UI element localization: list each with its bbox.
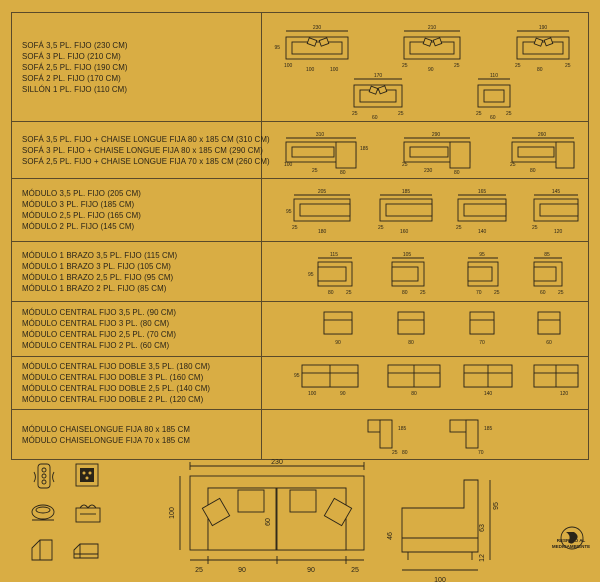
svg-text:80: 80 xyxy=(537,67,543,73)
svg-text:145: 145 xyxy=(551,189,561,195)
svg-text:25: 25 xyxy=(558,290,564,296)
svg-text:25: 25 xyxy=(506,111,512,117)
chaise-310 xyxy=(284,132,369,176)
svg-text:95: 95 xyxy=(308,272,314,278)
svg-text:80: 80 xyxy=(411,391,417,397)
svg-text:25: 25 xyxy=(565,63,571,69)
svg-text:25: 25 xyxy=(402,162,408,168)
svg-text:25: 25 xyxy=(402,63,408,69)
label-line: SILLÓN 1 PL. FIJO (110 CM) xyxy=(22,83,128,94)
svg-text:160: 160 xyxy=(400,229,409,235)
svg-text:120: 120 xyxy=(559,391,569,397)
svg-text:25: 25 xyxy=(195,567,203,574)
central-drawings xyxy=(262,302,588,356)
svg-text:25: 25 xyxy=(510,162,516,168)
modulo-drawings xyxy=(262,179,588,241)
row-label xyxy=(12,242,262,301)
label-line: MÓDULO CHAISELONGUE FIJA 70 x 185 CM xyxy=(22,435,191,445)
sillon-110 xyxy=(476,73,512,121)
label-line: MÓDULO CENTRAL FIJO DOBLE 2 PL. (120 CM) xyxy=(22,394,204,404)
brazo-115 xyxy=(308,252,352,296)
label-line: MÓDULO 1 BRAZO 2 PL. FIJO (85 CM) xyxy=(22,282,167,293)
row-central xyxy=(12,301,588,356)
svg-text:95: 95 xyxy=(294,373,300,379)
svg-text:120: 120 xyxy=(554,229,563,235)
row-chaiselongue xyxy=(12,409,588,460)
svg-text:80: 80 xyxy=(340,170,346,176)
doble-140 xyxy=(464,365,512,397)
svg-text:185: 185 xyxy=(401,189,411,195)
svg-text:90: 90 xyxy=(340,391,346,397)
dimensions-table xyxy=(11,12,589,460)
modulo-205 xyxy=(286,189,350,235)
svg-text:95: 95 xyxy=(286,209,292,215)
label-line: SOFÁ 2 PL. FIJO (170 CM) xyxy=(22,72,121,83)
doble-drawings xyxy=(262,357,588,409)
bottom-svg xyxy=(0,460,600,582)
row-label xyxy=(12,13,262,121)
doble-120 xyxy=(534,365,578,397)
armrest-icon xyxy=(32,540,52,560)
svg-text:110: 110 xyxy=(490,73,498,79)
modulo-145 xyxy=(532,189,578,235)
label-line: SOFÁ 3,5 PL. FIJO (230 CM) xyxy=(22,39,128,50)
brazo-drawing-svg xyxy=(262,242,588,302)
svg-text:90: 90 xyxy=(238,567,246,574)
doble-160 xyxy=(388,365,440,397)
svg-text:25: 25 xyxy=(454,63,460,69)
svg-text:100: 100 xyxy=(284,63,293,69)
svg-text:100: 100 xyxy=(169,507,176,519)
label-line: MÓDULO 2 PL. FIJO (145 CM) xyxy=(22,221,135,231)
label-line: MÓDULO CENTRAL FIJO 2,5 PL. (70 CM) xyxy=(22,329,177,339)
fabric-icon xyxy=(76,464,98,486)
svg-text:60: 60 xyxy=(265,518,272,526)
svg-text:95: 95 xyxy=(493,502,500,510)
svg-text:25: 25 xyxy=(346,290,352,296)
svg-text:80: 80 xyxy=(530,168,536,174)
row-modulo-brazo xyxy=(12,241,588,301)
svg-text:25: 25 xyxy=(515,63,521,69)
sofa-230 xyxy=(274,25,348,73)
svg-text:205: 205 xyxy=(317,189,327,195)
svg-text:100: 100 xyxy=(284,162,293,168)
label-line: MÓDULO CHAISELONGUE FIJA 80 x 185 CM xyxy=(22,424,191,434)
svg-text:60: 60 xyxy=(546,340,552,346)
sofa-190 xyxy=(515,25,571,73)
svg-text:105: 105 xyxy=(402,252,412,258)
central-80 xyxy=(398,312,424,346)
svg-text:100: 100 xyxy=(434,577,446,582)
label-line: MÓDULO 3 PL. FIJO (185 CM) xyxy=(22,199,135,209)
svg-text:100: 100 xyxy=(308,391,317,397)
svg-text:25: 25 xyxy=(292,225,298,231)
svg-text:80: 80 xyxy=(408,340,414,346)
svg-text:260: 260 xyxy=(537,132,547,138)
svg-text:95: 95 xyxy=(479,252,485,258)
brazo-drawings xyxy=(262,242,588,301)
label-line: MÓDULO 2,5 PL. FIJO (165 CM) xyxy=(22,210,142,220)
svg-text:25: 25 xyxy=(420,290,426,296)
central-60 xyxy=(538,312,560,346)
central-drawing-svg xyxy=(262,302,588,357)
label-line: MÓDULO CENTRAL FIJO 3,5 PL. (90 CM) xyxy=(22,307,177,317)
label-line: MÓDULO CENTRAL FIJO 2 PL. (60 CM) xyxy=(22,340,170,350)
svg-text:230: 230 xyxy=(271,459,283,466)
svg-text:115: 115 xyxy=(330,252,338,258)
svg-text:25: 25 xyxy=(312,168,318,174)
svg-text:100: 100 xyxy=(306,67,315,73)
svg-text:90: 90 xyxy=(428,67,434,73)
svg-text:46: 46 xyxy=(387,532,394,540)
label-line: SOFÁ 3 PL. FIJO + CHAISE LONGUE FIJA 80 x 185 CM (290 CM) xyxy=(22,144,263,155)
svg-text:230: 230 xyxy=(424,168,433,174)
svg-text:80: 80 xyxy=(328,290,334,296)
svg-text:170: 170 xyxy=(373,73,383,79)
sofa-drawings xyxy=(262,13,588,121)
sofa-210 xyxy=(402,25,460,73)
svg-text:12: 12 xyxy=(479,554,486,562)
cl-70 xyxy=(450,420,493,456)
svg-text:60: 60 xyxy=(540,290,546,296)
doble-drawing-svg xyxy=(262,357,588,410)
svg-text:60: 60 xyxy=(490,115,496,121)
row-label xyxy=(12,357,262,409)
label-line: MÓDULO 3,5 PL. FIJO (205 CM) xyxy=(22,188,142,198)
chaise-drawings xyxy=(262,122,588,178)
chaiselongue-drawings xyxy=(262,410,588,460)
remote-icon xyxy=(34,464,54,488)
brazo-85 xyxy=(534,252,564,296)
label-line: MÓDULO CENTRAL FIJO 3 PL. (80 CM) xyxy=(22,318,170,328)
svg-text:85: 85 xyxy=(544,252,550,258)
label-line: MÓDULO CENTRAL FIJO DOBLE 3,5 PL. (180 CM) xyxy=(22,361,211,371)
doble-180 xyxy=(294,365,358,397)
sofa-bed-icon xyxy=(74,544,98,558)
modulo-165 xyxy=(456,189,506,235)
central-90 xyxy=(324,312,352,346)
svg-text:230: 230 xyxy=(312,25,322,31)
cl-80 xyxy=(368,420,408,456)
svg-text:80: 80 xyxy=(454,170,460,176)
central-70 xyxy=(470,312,494,346)
chaise-290 xyxy=(402,132,470,176)
svg-text:290: 290 xyxy=(431,132,441,138)
svg-text:25: 25 xyxy=(392,450,398,456)
svg-text:63: 63 xyxy=(479,524,486,532)
svg-text:25: 25 xyxy=(476,111,482,117)
row-modulo xyxy=(12,178,588,241)
svg-text:95: 95 xyxy=(274,45,280,51)
svg-text:210: 210 xyxy=(427,25,437,31)
sofa-170 xyxy=(352,73,404,121)
row-label xyxy=(12,122,270,178)
svg-text:185: 185 xyxy=(398,426,407,432)
svg-text:165: 165 xyxy=(477,189,487,195)
svg-text:25: 25 xyxy=(532,225,538,231)
svg-text:25: 25 xyxy=(494,290,500,296)
svg-text:70: 70 xyxy=(479,340,485,346)
cl-drawing-svg xyxy=(262,410,588,461)
plan-view xyxy=(169,459,364,574)
svg-text:90: 90 xyxy=(307,567,315,574)
svg-text:25: 25 xyxy=(398,111,404,117)
modulo-185 xyxy=(378,189,432,235)
chaise-260 xyxy=(510,132,574,174)
brazo-105 xyxy=(392,252,426,296)
svg-text:90: 90 xyxy=(335,340,341,346)
svg-text:190: 190 xyxy=(538,25,548,31)
label-line: MÓDULO 1 BRAZO 3 PL. FIJO (105 CM) xyxy=(22,260,171,271)
svg-text:80: 80 xyxy=(402,450,408,456)
svg-text:100: 100 xyxy=(330,67,339,73)
row-label xyxy=(12,410,262,460)
label-line: SOFÁ 2,5 PL. FIJO + CHAISE LONGUE FIJA 70 x 185 CM (260 CM) xyxy=(22,155,270,166)
label-line: MÓDULO CENTRAL FIJO DOBLE 3 PL. (160 CM) xyxy=(22,372,204,382)
side-view xyxy=(387,480,500,582)
row-label xyxy=(12,302,262,356)
row-label xyxy=(12,179,262,241)
svg-text:140: 140 xyxy=(478,229,487,235)
brazo-95 xyxy=(468,252,500,296)
modulo-drawing-svg xyxy=(262,179,588,242)
svg-text:185: 185 xyxy=(360,146,369,152)
svg-text:25: 25 xyxy=(378,225,384,231)
respeto-label: RESPETO AL MEDIOAMBIENTE xyxy=(551,538,591,549)
row-central-doble xyxy=(12,356,588,409)
svg-text:140: 140 xyxy=(483,391,493,397)
svg-text:25: 25 xyxy=(351,567,359,574)
svg-text:70: 70 xyxy=(478,450,484,456)
sofa-drawing-svg xyxy=(262,13,588,121)
bottom-section xyxy=(0,460,600,582)
svg-text:180: 180 xyxy=(318,229,327,235)
svg-text:80: 80 xyxy=(402,290,408,296)
label-line: SOFÁ 3 PL. FIJO (210 CM) xyxy=(22,50,121,61)
label-line: MÓDULO 1 BRAZO 3,5 PL. FIJO (115 CM) xyxy=(22,249,178,260)
svg-text:60: 60 xyxy=(372,115,378,121)
svg-text:25: 25 xyxy=(352,111,358,117)
chaise-drawing-svg xyxy=(262,122,588,179)
label-line: SOFÁ 2,5 PL. FIJO (190 CM) xyxy=(22,61,128,72)
label-line: MÓDULO CENTRAL FIJO DOBLE 2,5 PL. (140 CM) xyxy=(22,383,211,393)
label-line: MÓDULO 1 BRAZO 2,5 PL. FIJO (95 CM) xyxy=(22,271,174,282)
svg-text:25: 25 xyxy=(456,225,462,231)
robot-vacuum-icon xyxy=(32,505,54,520)
svg-text:185: 185 xyxy=(484,426,493,432)
svg-text:70: 70 xyxy=(476,290,482,296)
svg-text:310: 310 xyxy=(315,132,325,138)
row-sofas xyxy=(12,13,588,121)
label-line: SOFÁ 3,5 PL. FIJO + CHAISE LONGUE FIJA 80 x 185 CM (310 CM) xyxy=(22,133,270,144)
washing-icon xyxy=(76,505,100,522)
row-chaise xyxy=(12,121,588,178)
